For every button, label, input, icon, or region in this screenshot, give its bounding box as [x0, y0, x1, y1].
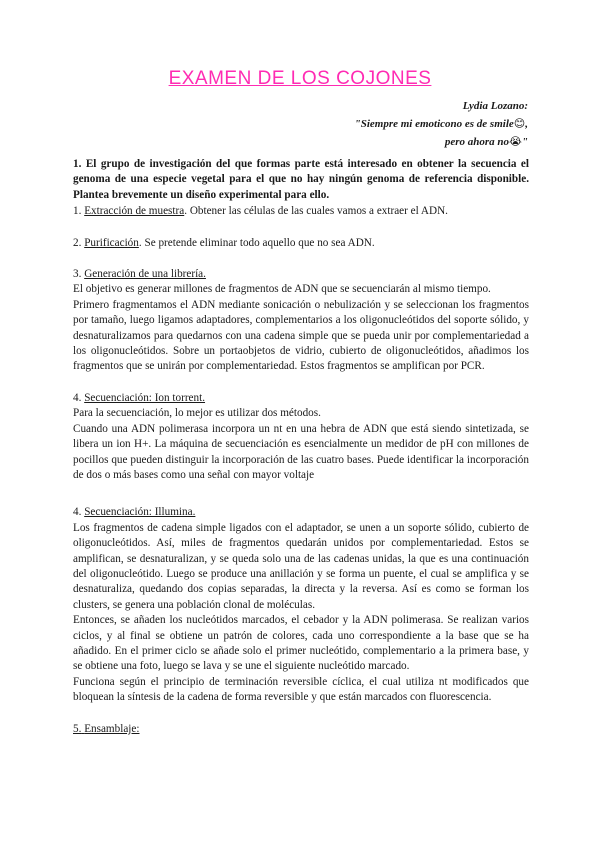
section-title: Ensamblaje: [84, 722, 140, 735]
paragraph: Primero fragmentamos el ADN mediante sonicación o nebulización y se seleccionan los fragmentos por tamaño, luego ligamos adaptadores, complementarios a los oligonucleótidos del soporte sólido, y desnaturalizamos para quedarnos con una cadena simple que se pueda unir por complementariedad a los oligonucleótidos. Sobre un portaobjetos de vidrio, cubierto de oligonucleótidos, añadimos los fragmentos que se unirán por complementariedad. Estos fragmentos se amplifican por PCR. [73, 298, 529, 373]
quote-text-1-end: , [525, 118, 528, 130]
section-number: 4. [73, 506, 82, 519]
question-text: 1. El grupo de investigación del que formas parte está interesado en obtener la secuencia el genoma de una especie vegetal para el que no hay ningún genoma de referencia disponible. Plantea brevemente un diseño experimental para ello. [73, 158, 529, 201]
document-body [73, 157, 529, 737]
section-title: Secuenciación: Ion torrent. [84, 391, 206, 404]
paragraph: Entonces, se añaden los nucleótidos marcados, el cebador y la ADN polimerasa. Se realizan varios ciclos, y al final se obtiene un patrón de colores, cada uno correspondiente a la base que se ha añadido. En el primer ciclo se añade solo el primer nucleótido, complementario a la primera base, y se obtiene una foto, luego se lava y se une el siguiente nucleótido marcado. [73, 614, 529, 673]
section-ensamblaje [73, 722, 529, 737]
section-number: 5. [73, 722, 82, 735]
section-title-with-number [73, 723, 140, 735]
section-heading [73, 204, 529, 219]
section-extraccion [73, 204, 529, 219]
section-title: Generación de una librería. [84, 268, 206, 281]
paragraph: Cuando una ADN polimerasa incorpora un nt en una hebra de ADN que está siendo sintetizada, se libera un ion H+. La máquina de secuenciación es esencialmente un medidor de pH con millones de pocillos que pueden distinguir la incorporación de las cuatro bases. Puede identificar la incorporación de dos o más bases como una señal con mayor voltaje [73, 422, 529, 481]
section-heading [73, 391, 529, 406]
section-heading [73, 505, 529, 520]
paragraph: Los fragmentos de cadena simple ligados con el adaptador, se unen a un soporte sólido, cubierto de oligonucleótidos. Así, miles de fragmentos quedarán unidos por complementariedad. Estos se amplifican, se desnaturalizan, y se queda solo una de las cadenas unidas, la que es una continuación del oligonucleótido. Luego se produce una anillación y se forma un puente, el cual se amplifica y se desnaturaliza, quedando dos copias separadas, la directa y la reversa. Así es como se forman los clusters, se genera una población clonal de moléculas. [73, 521, 529, 611]
crying-emoji-icon: 😭 [509, 135, 522, 148]
section-ion-torrent [73, 391, 529, 483]
section-title: Purificación [84, 236, 139, 249]
section-inline-text: . Se pretende eliminar todo aquello que no sea ADN. [138, 236, 375, 249]
paragraph: El objetivo es generar millones de fragmentos de ADN que se secuenciarán al mismo tiempo. [73, 283, 491, 296]
section-libreria [73, 267, 529, 375]
section-number: 2. [73, 236, 82, 249]
section-title: Secuenciación: Illumina. [84, 506, 196, 519]
section-heading [73, 236, 529, 251]
paragraph: Para la secuenciación, lo mejor es utilizar dos métodos. [73, 407, 321, 420]
quote-text-2: pero ahora no [444, 136, 510, 148]
section-title: Extracción de muestra [84, 205, 185, 218]
quote-text-2-end: " [521, 136, 528, 148]
author-name: Lydia Lozano: [462, 100, 528, 112]
section-heading [73, 267, 529, 282]
section-number: 3. [73, 268, 82, 281]
section-inline-text: . Obtener las células de las cuales vamos a extraer el ADN. [184, 205, 448, 218]
paragraph: Funciona según el principio de terminación reversible cíclica, el cual utiliza nt modificados que bloquean la síntesis de la cadena de forma reversible y que están marcados con fluorescencia. [73, 675, 529, 704]
section-purificacion [73, 236, 529, 251]
section-number: 4. [73, 391, 82, 404]
smile-emoji-icon: 😊 [513, 117, 526, 130]
document-title: EXAMEN DE LOS COJONES [168, 68, 432, 89]
author-quote-line-1 [355, 115, 528, 133]
author-quote-line-2 [355, 133, 528, 151]
author-block [355, 98, 528, 151]
section-number: 1. [73, 205, 82, 218]
section-illumina [73, 505, 529, 705]
quote-text-1: "Siempre mi emoticono es de smile [354, 118, 514, 130]
section-heading [73, 722, 529, 737]
